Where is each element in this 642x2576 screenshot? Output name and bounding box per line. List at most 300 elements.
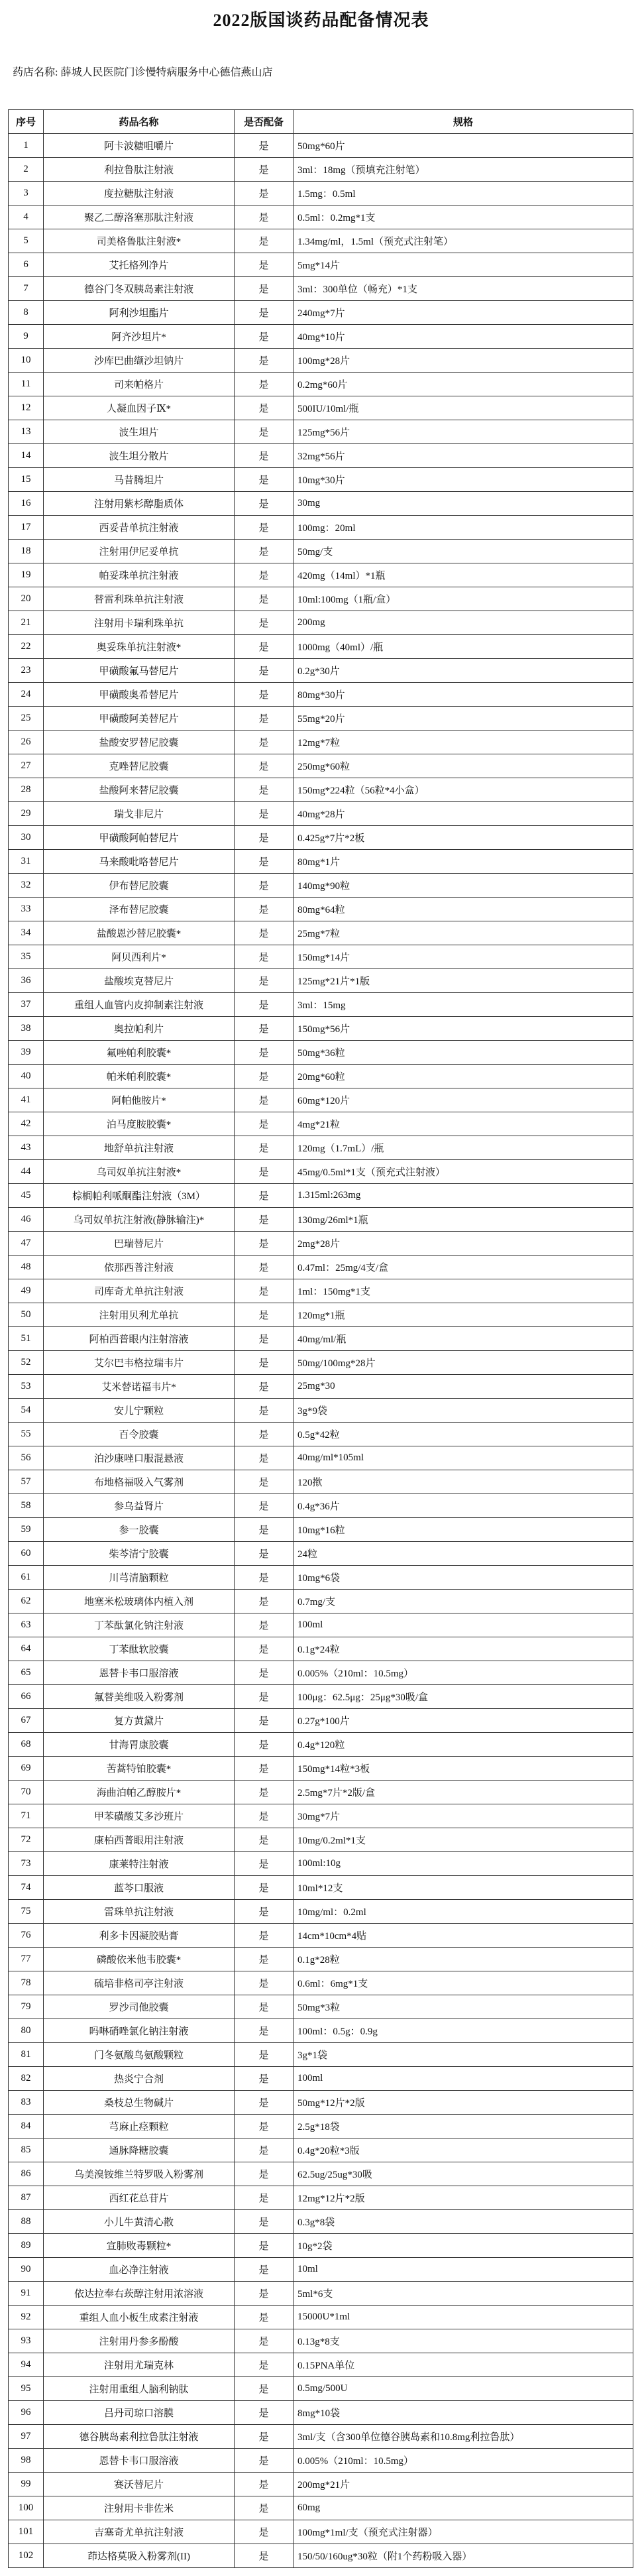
- cell-spec: 3ml：15mg: [294, 993, 633, 1017]
- cell-spec: 200mg: [294, 611, 633, 635]
- cell-spec: 120mg（1.7mL）/瓶: [294, 1136, 633, 1160]
- cell-spec: 10ml:100mg（1瓶/盒）: [294, 587, 633, 611]
- cell-drug-name: 甲磺酸阿美替尼片: [44, 707, 235, 731]
- table-row: [9, 921, 633, 945]
- table-body: [9, 134, 633, 2568]
- cell-no: 72: [9, 1828, 44, 1852]
- cell-no: 102: [9, 2544, 44, 2568]
- table-row: [9, 1303, 633, 1327]
- cell-drug-name: 棕榈帕利哌酮酯注射液（3M）: [44, 1184, 235, 1208]
- cell-stocked: 是: [235, 1351, 294, 1375]
- cell-stocked: 是: [235, 1590, 294, 1613]
- table-row: [9, 540, 633, 563]
- table-row: [9, 1637, 633, 1661]
- cell-drug-name: 盐酸恩沙替尼胶囊*: [44, 921, 235, 945]
- cell-drug-name: 川芎清脑颗粒: [44, 1566, 235, 1590]
- table-row: [9, 420, 633, 444]
- cell-stocked: 是: [235, 2544, 294, 2568]
- cell-drug-name: 通脉降糖胶囊: [44, 2138, 235, 2162]
- cell-no: 78: [9, 1971, 44, 1995]
- cell-spec: 55mg*20片: [294, 707, 633, 731]
- cell-no: 98: [9, 2449, 44, 2473]
- cell-stocked: 是: [235, 1017, 294, 1041]
- cell-drug-name: 盐酸阿来替尼胶囊: [44, 778, 235, 802]
- cell-drug-name: 恩替卡韦口服溶液: [44, 1661, 235, 1685]
- cell-drug-name: 注射用伊尼妥单抗: [44, 540, 235, 563]
- cell-no: 99: [9, 2473, 44, 2496]
- table-row: [9, 1900, 633, 1924]
- cell-drug-name: 聚乙二醇洛塞那肽注射液: [44, 205, 235, 229]
- cell-drug-name: 注射用紫杉醇脂质体: [44, 492, 235, 516]
- cell-stocked: 是: [235, 396, 294, 420]
- cell-no: 35: [9, 945, 44, 969]
- cell-spec: 150mg*56片: [294, 1017, 633, 1041]
- table-row: [9, 468, 633, 492]
- cell-stocked: 是: [235, 229, 294, 253]
- cell-drug-name: 奥妥珠单抗注射液*: [44, 635, 235, 659]
- cell-drug-name: 艾托格列净片: [44, 253, 235, 277]
- cell-spec: 15000U*1ml: [294, 2306, 633, 2329]
- cell-stocked: 是: [235, 587, 294, 611]
- cell-spec: 3ml：18mg（预填充注射笔）: [294, 158, 633, 182]
- cell-stocked: 是: [235, 2282, 294, 2306]
- cell-stocked: 是: [235, 349, 294, 373]
- cell-stocked: 是: [235, 1804, 294, 1828]
- table-row: [9, 1017, 633, 1041]
- cell-stocked: 是: [235, 1256, 294, 1279]
- table-row: [9, 1375, 633, 1399]
- cell-no: 39: [9, 1041, 44, 1065]
- cell-stocked: 是: [235, 635, 294, 659]
- cell-spec: 150mg*224粒（56粒*4小盒）: [294, 778, 633, 802]
- cell-stocked: 是: [235, 2520, 294, 2544]
- table-row: [9, 1136, 633, 1160]
- table-row: [9, 1781, 633, 1804]
- cell-spec: 0.13g*8支: [294, 2329, 633, 2353]
- cell-stocked: 是: [235, 754, 294, 778]
- cell-drug-name: 泊马度胺胶囊*: [44, 1112, 235, 1136]
- cell-no: 93: [9, 2329, 44, 2353]
- cell-spec: 8mg*10袋: [294, 2401, 633, 2425]
- table-row: [9, 1351, 633, 1375]
- table-row: [9, 1232, 633, 1256]
- cell-spec: 24粒: [294, 1542, 633, 1566]
- table-row: [9, 2186, 633, 2210]
- cell-drug-name: 替雷利珠单抗注射液: [44, 587, 235, 611]
- cell-stocked: 是: [235, 1685, 294, 1709]
- cell-no: 76: [9, 1924, 44, 1948]
- table-row: [9, 1661, 633, 1685]
- table-row: [9, 2329, 633, 2353]
- cell-spec: 80mg*1片: [294, 850, 633, 874]
- table-row: [9, 325, 633, 349]
- cell-drug-name: 沙库巴曲缬沙坦钠片: [44, 349, 235, 373]
- cell-no: 16: [9, 492, 44, 516]
- cell-spec: 0.2g*30片: [294, 659, 633, 683]
- cell-spec: 10mg/ml：0.2ml: [294, 1900, 633, 1924]
- cell-no: 52: [9, 1351, 44, 1375]
- cell-no: 56: [9, 1446, 44, 1470]
- cell-no: 2: [9, 158, 44, 182]
- table-row: [9, 1995, 633, 2019]
- cell-drug-name: 安儿宁颗粒: [44, 1399, 235, 1423]
- cell-drug-name: 德谷门冬双胰岛素注射液: [44, 277, 235, 301]
- cell-stocked: 是: [235, 1971, 294, 1995]
- table-row: [9, 683, 633, 707]
- cell-spec: 125mg*56片: [294, 420, 633, 444]
- cell-drug-name: 乌美溴铵维兰特罗吸入粉雾剂: [44, 2162, 235, 2186]
- cell-no: 45: [9, 1184, 44, 1208]
- table-row: [9, 182, 633, 205]
- cell-no: 47: [9, 1232, 44, 1256]
- cell-drug-name: 帕米帕利胶囊*: [44, 1065, 235, 1088]
- table-row: [9, 349, 633, 373]
- table-row: [9, 898, 633, 921]
- cell-no: 57: [9, 1470, 44, 1494]
- cell-stocked: 是: [235, 1088, 294, 1112]
- cell-spec: 200mg*21片: [294, 2473, 633, 2496]
- cell-spec: 1000mg（40ml）/瓶: [294, 635, 633, 659]
- cell-stocked: 是: [235, 1041, 294, 1065]
- cell-stocked: 是: [235, 1112, 294, 1136]
- cell-no: 43: [9, 1136, 44, 1160]
- table-row: [9, 158, 633, 182]
- table-row: [9, 1327, 633, 1351]
- cell-stocked: 是: [235, 1542, 294, 1566]
- cell-drug-name: 丁苯酞氯化钠注射液: [44, 1613, 235, 1637]
- cell-drug-name: 门冬氨酸鸟氨酸颗粒: [44, 2043, 235, 2067]
- cell-drug-name: 泽布替尼胶囊: [44, 898, 235, 921]
- cell-spec: 0.3g*8袋: [294, 2210, 633, 2234]
- cell-stocked: 是: [235, 1948, 294, 1971]
- cell-stocked: 是: [235, 1518, 294, 1542]
- cell-no: 15: [9, 468, 44, 492]
- table-row: [9, 1112, 633, 1136]
- cell-no: 8: [9, 301, 44, 325]
- cell-drug-name: 注射用重组人脑利钠肽: [44, 2377, 235, 2401]
- cell-spec: 12mg*12片*2版: [294, 2186, 633, 2210]
- cell-stocked: 是: [235, 2210, 294, 2234]
- cell-stocked: 是: [235, 1279, 294, 1303]
- cell-stocked: 是: [235, 2401, 294, 2425]
- cell-no: 33: [9, 898, 44, 921]
- cell-stocked: 是: [235, 1613, 294, 1637]
- table-row: [9, 754, 633, 778]
- cell-spec: 40mg/ml/瓶: [294, 1327, 633, 1351]
- table-row: [9, 516, 633, 540]
- cell-stocked: 是: [235, 2162, 294, 2186]
- cell-spec: 50mg*36粒: [294, 1041, 633, 1065]
- cell-no: 51: [9, 1327, 44, 1351]
- cell-no: 36: [9, 969, 44, 993]
- table-row: [9, 277, 633, 301]
- cell-drug-name: 康柏西普眼用注射液: [44, 1828, 235, 1852]
- cell-spec: 1.5mg：0.5ml: [294, 182, 633, 205]
- cell-stocked: 是: [235, 2019, 294, 2043]
- table-row: [9, 2162, 633, 2186]
- cell-drug-name: 宣肺败毒颗粒*: [44, 2234, 235, 2258]
- cell-no: 10: [9, 349, 44, 373]
- cell-no: 86: [9, 2162, 44, 2186]
- cell-spec: 150/50/160ug*30粒（附1个药粉吸入器）: [294, 2544, 633, 2568]
- cell-drug-name: 复方黄黛片: [44, 1709, 235, 1733]
- table-header-row: [9, 110, 633, 134]
- cell-no: 54: [9, 1399, 44, 1423]
- cell-drug-name: 参乌益肾片: [44, 1494, 235, 1518]
- cell-stocked: 是: [235, 253, 294, 277]
- table-row: [9, 1804, 633, 1828]
- table-row: [9, 1399, 633, 1423]
- cell-spec: 20mg*60粒: [294, 1065, 633, 1088]
- cell-drug-name: 波生坦分散片: [44, 444, 235, 468]
- cell-drug-name: 阿齐沙坦片*: [44, 325, 235, 349]
- cell-no: 27: [9, 754, 44, 778]
- cell-stocked: 是: [235, 205, 294, 229]
- cell-no: 25: [9, 707, 44, 731]
- cell-stocked: 是: [235, 969, 294, 993]
- cell-drug-name: 雷珠单抗注射液: [44, 1900, 235, 1924]
- cell-stocked: 是: [235, 2091, 294, 2115]
- cell-drug-name: 丁苯酞软胶囊: [44, 1637, 235, 1661]
- table-row: [9, 993, 633, 1017]
- table-row: [9, 2425, 633, 2449]
- cell-stocked: 是: [235, 778, 294, 802]
- cell-stocked: 是: [235, 1399, 294, 1423]
- cell-no: 81: [9, 2043, 44, 2067]
- cell-spec: 10mg*30片: [294, 468, 633, 492]
- cell-stocked: 是: [235, 2067, 294, 2091]
- cell-drug-name: 罗沙司他胶囊: [44, 1995, 235, 2019]
- cell-stocked: 是: [235, 1303, 294, 1327]
- cell-drug-name: 利拉鲁肽注射液: [44, 158, 235, 182]
- store-name-line: 药店名称: 薛城人民医院门诊慢特病服务中心德信燕山店: [13, 67, 273, 78]
- cell-stocked: 是: [235, 1136, 294, 1160]
- cell-stocked: 是: [235, 444, 294, 468]
- cell-stocked: 是: [235, 2043, 294, 2067]
- cell-spec: 0.4g*20粒*3版: [294, 2138, 633, 2162]
- cell-no: 85: [9, 2138, 44, 2162]
- cell-drug-name: 磷酸依米他韦胶囊*: [44, 1948, 235, 1971]
- table-row: [9, 2353, 633, 2377]
- table-row: [9, 2449, 633, 2473]
- cell-drug-name: 人凝血因子Ⅸ*: [44, 396, 235, 420]
- table-row: [9, 2496, 633, 2520]
- cell-no: 22: [9, 635, 44, 659]
- table-row: [9, 707, 633, 731]
- cell-spec: 0.005%（210ml：10.5mg）: [294, 1661, 633, 1685]
- cell-stocked: 是: [235, 1709, 294, 1733]
- cell-spec: 500IU/10ml/瓶: [294, 396, 633, 420]
- cell-no: 42: [9, 1112, 44, 1136]
- table-row: [9, 826, 633, 850]
- cell-no: 79: [9, 1995, 44, 2019]
- cell-stocked: 是: [235, 2234, 294, 2258]
- cell-spec: 0.1g*24粒: [294, 1637, 633, 1661]
- cell-spec: 25mg*30: [294, 1375, 633, 1399]
- cell-stocked: 是: [235, 1733, 294, 1757]
- cell-spec: 30mg: [294, 492, 633, 516]
- cell-drug-name: 百令胶囊: [44, 1423, 235, 1446]
- cell-drug-name: 地塞米松玻璃体内植入剂: [44, 1590, 235, 1613]
- cell-drug-name: 海曲泊帕乙醇胺片*: [44, 1781, 235, 1804]
- cell-spec: 0.47ml：25mg/4支/盒: [294, 1256, 633, 1279]
- cell-stocked: 是: [235, 1494, 294, 1518]
- cell-drug-name: 桑枝总生物碱片: [44, 2091, 235, 2115]
- cell-drug-name: 苦蒿特铂胶囊*: [44, 1757, 235, 1781]
- cell-no: 6: [9, 253, 44, 277]
- cell-no: 73: [9, 1852, 44, 1876]
- cell-stocked: 是: [235, 993, 294, 1017]
- cell-stocked: 是: [235, 2186, 294, 2210]
- cell-drug-name: 度拉糖肽注射液: [44, 182, 235, 205]
- header-no: 序号: [9, 110, 44, 134]
- cell-drug-name: 小儿牛黄清心散: [44, 2210, 235, 2234]
- cell-no: 3: [9, 182, 44, 205]
- table-row: [9, 492, 633, 516]
- cell-no: 87: [9, 2186, 44, 2210]
- cell-spec: 50mg*12片*2版: [294, 2091, 633, 2115]
- cell-drug-name: 茚达格莫吸入粉雾剂(II): [44, 2544, 235, 2568]
- table-row: [9, 1566, 633, 1590]
- cell-no: 41: [9, 1088, 44, 1112]
- cell-stocked: 是: [235, 1470, 294, 1494]
- cell-drug-name: 血必净注射液: [44, 2258, 235, 2282]
- cell-spec: 10mg*6袋: [294, 1566, 633, 1590]
- cell-stocked: 是: [235, 731, 294, 754]
- cell-drug-name: 甲磺酸奥希替尼片: [44, 683, 235, 707]
- cell-stocked: 是: [235, 1995, 294, 2019]
- table-row: [9, 945, 633, 969]
- cell-stocked: 是: [235, 182, 294, 205]
- table-row: [9, 1828, 633, 1852]
- cell-drug-name: 注射用卡瑞利珠单抗: [44, 611, 235, 635]
- cell-stocked: 是: [235, 921, 294, 945]
- cell-spec: 250mg*60粒: [294, 754, 633, 778]
- cell-spec: 0.5g*42粒: [294, 1423, 633, 1446]
- table-row: [9, 229, 633, 253]
- cell-no: 100: [9, 2496, 44, 2520]
- cell-drug-name: 氟唑帕利胶囊*: [44, 1041, 235, 1065]
- cell-no: 50: [9, 1303, 44, 1327]
- cell-drug-name: 重组人血管内皮抑制素注射液: [44, 993, 235, 1017]
- cell-no: 89: [9, 2234, 44, 2258]
- cell-stocked: 是: [235, 325, 294, 349]
- table-row: [9, 778, 633, 802]
- cell-no: 91: [9, 2282, 44, 2306]
- cell-no: 28: [9, 778, 44, 802]
- table-row: [9, 396, 633, 420]
- cell-spec: 125mg*21片*1版: [294, 969, 633, 993]
- cell-spec: 30mg*7片: [294, 1804, 633, 1828]
- cell-stocked: 是: [235, 420, 294, 444]
- cell-drug-name: 德谷胰岛素利拉鲁肽注射液: [44, 2425, 235, 2449]
- table-row: [9, 1256, 633, 1279]
- cell-drug-name: 帕妥珠单抗注射液: [44, 563, 235, 587]
- cell-no: 60: [9, 1542, 44, 1566]
- cell-spec: 0.1g*28粒: [294, 1948, 633, 1971]
- cell-spec: 2.5g*18袋: [294, 2115, 633, 2138]
- cell-no: 14: [9, 444, 44, 468]
- cell-stocked: 是: [235, 277, 294, 301]
- cell-stocked: 是: [235, 802, 294, 826]
- cell-drug-name: 艾米替诺福韦片*: [44, 1375, 235, 1399]
- table-row: [9, 134, 633, 158]
- cell-no: 75: [9, 1900, 44, 1924]
- cell-spec: 0.15PNA单位: [294, 2353, 633, 2377]
- cell-spec: 120揿: [294, 1470, 633, 1494]
- cell-spec: 0.425g*7片*2板: [294, 826, 633, 850]
- cell-spec: 5ml*6支: [294, 2282, 633, 2306]
- cell-no: 1: [9, 134, 44, 158]
- cell-stocked: 是: [235, 1637, 294, 1661]
- cell-drug-name: 艾尔巴韦格拉瑞韦片: [44, 1351, 235, 1375]
- cell-drug-name: 赛沃替尼片: [44, 2473, 235, 2496]
- cell-drug-name: 司来帕格片: [44, 373, 235, 396]
- cell-no: 9: [9, 325, 44, 349]
- cell-no: 64: [9, 1637, 44, 1661]
- cell-drug-name: 硫培非格司亭注射液: [44, 1971, 235, 1995]
- cell-spec: 2mg*28片: [294, 1232, 633, 1256]
- table-row: [9, 1757, 633, 1781]
- table-row: [9, 731, 633, 754]
- cell-no: 83: [9, 2091, 44, 2115]
- cell-no: 61: [9, 1566, 44, 1590]
- cell-spec: 50mg/100mg*28片: [294, 1351, 633, 1375]
- cell-spec: 12mg*7粒: [294, 731, 633, 754]
- cell-no: 68: [9, 1733, 44, 1757]
- cell-drug-name: 西红花总苷片: [44, 2186, 235, 2210]
- cell-drug-name: 利多卡因凝胶贴膏: [44, 1924, 235, 1948]
- cell-drug-name: 芎麻止痉颗粒: [44, 2115, 235, 2138]
- cell-no: 90: [9, 2258, 44, 2282]
- cell-spec: 3ml：300单位（畅充）*1支: [294, 277, 633, 301]
- cell-drug-name: 泊沙康唑口服混悬液: [44, 1446, 235, 1470]
- table-row: [9, 1470, 633, 1494]
- cell-drug-name: 蓝芩口服液: [44, 1876, 235, 1900]
- header-spec: 规格: [294, 110, 633, 134]
- cell-stocked: 是: [235, 1757, 294, 1781]
- table-row: [9, 253, 633, 277]
- cell-spec: 3g*9袋: [294, 1399, 633, 1423]
- cell-spec: 60mg*120片: [294, 1088, 633, 1112]
- cell-no: 30: [9, 826, 44, 850]
- cell-stocked: 是: [235, 1423, 294, 1446]
- cell-no: 58: [9, 1494, 44, 1518]
- cell-stocked: 是: [235, 898, 294, 921]
- table-row: [9, 2401, 633, 2425]
- header-drug-name: 药品名称: [44, 110, 235, 134]
- cell-spec: 100mg*28片: [294, 349, 633, 373]
- table-row: [9, 1924, 633, 1948]
- cell-no: 5: [9, 229, 44, 253]
- cell-spec: 420mg（14ml）*1瓶: [294, 563, 633, 587]
- cell-no: 40: [9, 1065, 44, 1088]
- cell-stocked: 是: [235, 2496, 294, 2520]
- cell-drug-name: 重组人血小板生成素注射液: [44, 2306, 235, 2329]
- cell-spec: 0.5ml：0.2mg*1支: [294, 205, 633, 229]
- cell-no: 74: [9, 1876, 44, 1900]
- cell-stocked: 是: [235, 492, 294, 516]
- cell-drug-name: 吕丹司琼口溶膜: [44, 2401, 235, 2425]
- cell-no: 66: [9, 1685, 44, 1709]
- cell-no: 67: [9, 1709, 44, 1733]
- cell-no: 24: [9, 683, 44, 707]
- table-row: [9, 444, 633, 468]
- cell-drug-name: 克唑替尼胶囊: [44, 754, 235, 778]
- cell-no: 80: [9, 2019, 44, 2043]
- table-row: [9, 2544, 633, 2568]
- cell-spec: 0.4g*120粒: [294, 1733, 633, 1757]
